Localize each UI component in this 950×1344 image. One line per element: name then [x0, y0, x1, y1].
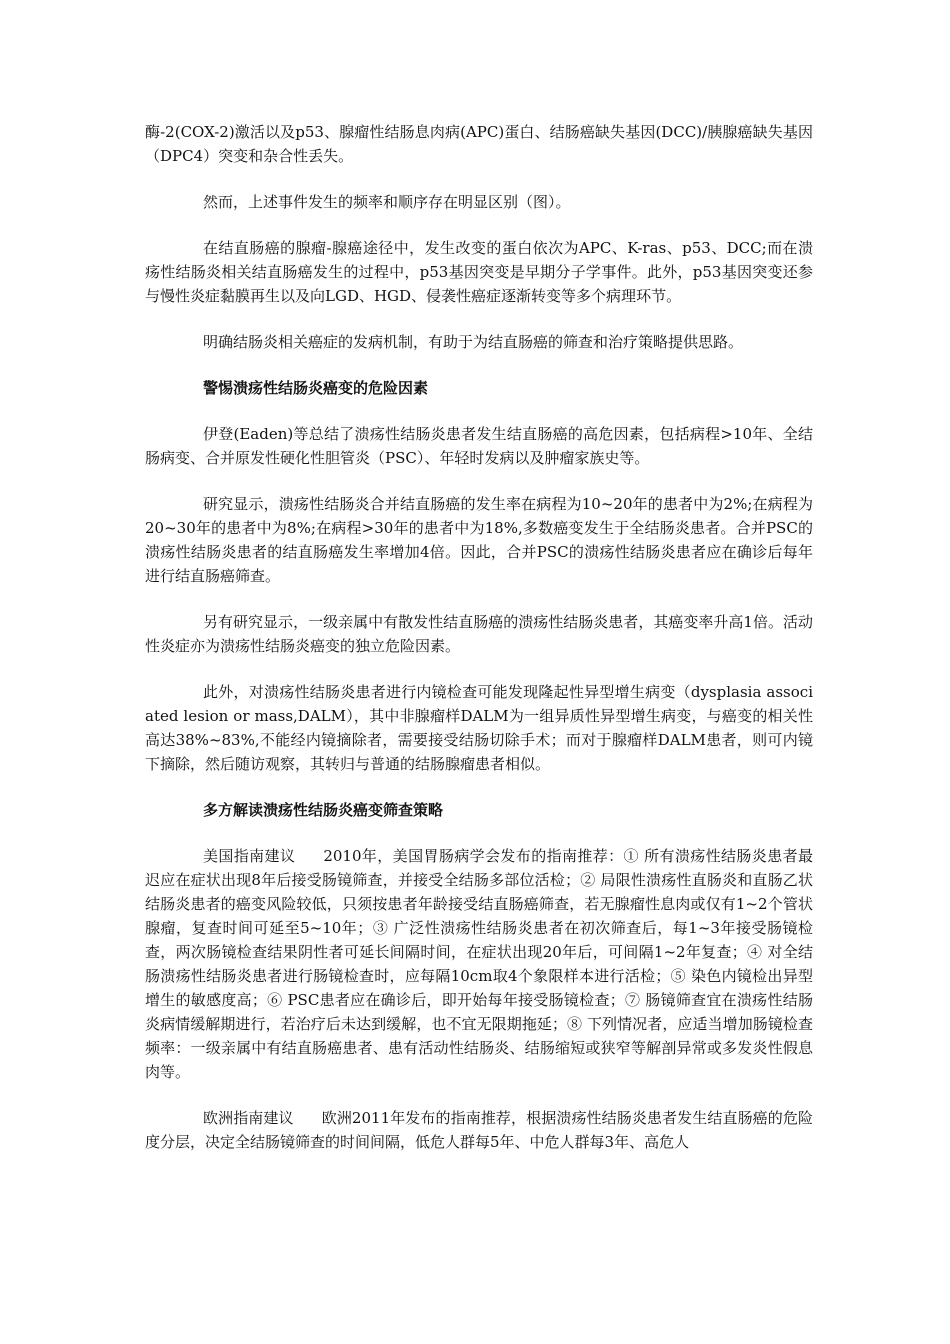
eu-guideline-lead: 欧洲指南建议	[203, 1109, 294, 1127]
paragraph-family-history: 另有研究显示，一级亲属中有散发性结直肠癌的溃疡性结肠炎患者，其癌变率升高1倍。活动性炎症亦为溃疡性结肠炎癌变的独立危险因素。	[145, 613, 813, 655]
paragraph-adenoma-pathway: 在结直肠癌的腺瘤-腺癌途径中，发生改变的蛋白依次为APC、K-ras、p53、DCC;而在溃疡性结肠炎相关结直肠癌发生的过程中，p53基因突变是早期分子学事件。此外，p53基因突变还参与慢性炎症黏膜再生以及向LGD、HGD、侵袭性癌症逐渐转变等多个病理环节。	[145, 239, 813, 305]
paragraph-cox2-mutations: 酶-2(COX-2)激活以及p53、腺瘤性结肠息肉病(APC)蛋白、结肠癌缺失基因(DCC)/胰腺癌缺失基因（DPC4）突变和杂合性丢失。	[145, 123, 813, 165]
us-guideline-lead: 美国指南建议	[203, 847, 296, 865]
paragraph-dalm: 此外，对溃疡性结肠炎患者进行内镜检查可能发现隆起性异型增生病变（dysplasia associated lesion or mass,DALM），其中非腺瘤样DALM为一组异质性异型增生病变，与癌变的相关性高达38%~83%,不能经内镜摘除者，需要接受结肠切除手术；而对于腺瘤样DALM患者，则可内镜下摘除，然后随访观察，其转归与普通的结肠腺瘤患者相似。	[145, 683, 813, 773]
paragraph-pathogenesis: 明确结肠炎相关癌症的发病机制，有助于为结直肠癌的筛查和治疗策略提供思路。	[203, 333, 744, 351]
heading-screening-strategy: 多方解读溃疡性结肠炎癌变筛查策略	[203, 801, 444, 819]
paragraph-frequency-order: 然而，上述事件发生的频率和顺序存在明显区别（图）。	[203, 193, 571, 211]
paragraph-eaden-risk: 伊登(Eaden)等总结了溃疡性结肠炎患者发生结直肠癌的高危因素，包括病程>10年、全结肠病变、合并原发性硬化性胆管炎（PSC）、年轻时发病以及肿瘤家族史等。	[145, 425, 813, 467]
paragraph-eu-guideline	[145, 1106, 813, 1154]
eu-guideline-text: 欧洲2011年发布的指南推荐，根据溃疡性结肠炎患者发生结直肠癌的危险度分层，决定全结肠镜筛查的时间间隔，低危人群每5年、中危人群每3年、高危人	[145, 1109, 813, 1151]
us-guideline-text: 2010年，美国胃肠病学会发布的指南推荐：① 所有溃疡性结肠炎患者最迟应在症状出现8年后接受肠镜筛查，并接受全结肠多部位活检；② 局限性溃疡性直肠炎和直肠乙状结肠炎患者的癌变风险较低，只须按患者年龄接受结直肠癌筛查，若无腺瘤性息肉或仅有1~2个管状腺瘤，复查时间可延至5~10年；③ 广泛性溃疡性结肠炎患者在初次筛查后，每1~3年接受肠镜检查，两次肠镜检查结果阴性者可延长间隔时间，在症状出现20年后，可间隔1~2年复查；④ 对全结肠溃疡性结肠炎患者进行肠镜检查时，应每隔10cm取4个象限样本进行活检；⑤ 染色内镜检出异型增生的敏感度高；⑥ PSC患者应在确诊后，即开始每年接受肠镜检查；⑦ 肠镜筛查宜在溃疡性结肠炎病情缓解期进行，若治疗后未达到缓解，也不宜无限期拖延；⑧ 下列情况者，应适当增加肠镜检查频率：一级亲属中有结直肠癌患者、患有活动性结肠炎、结肠缩短或狭窄等解剖异常或多发炎性假息肉等。	[145, 847, 813, 1081]
paragraph-us-guideline	[145, 844, 813, 1084]
heading-risk-factors: 警惕溃疡性结肠炎癌变的危险因素	[203, 379, 429, 397]
paragraph-incidence-study: 研究显示，溃疡性结肠炎合并结直肠癌的发生率在病程为10~20年的患者中为2%;在病程为20~30年的患者中为8%;在病程>30年的患者中为18%,多数癌变发生于全结肠炎患者。合并PSC的溃疡性结肠炎患者的结直肠癌发生率增加4倍。因此，合并PSC的溃疡性结肠炎患者应在确诊后每年进行结直肠癌筛查。	[145, 495, 813, 585]
document-page	[145, 120, 813, 1176]
